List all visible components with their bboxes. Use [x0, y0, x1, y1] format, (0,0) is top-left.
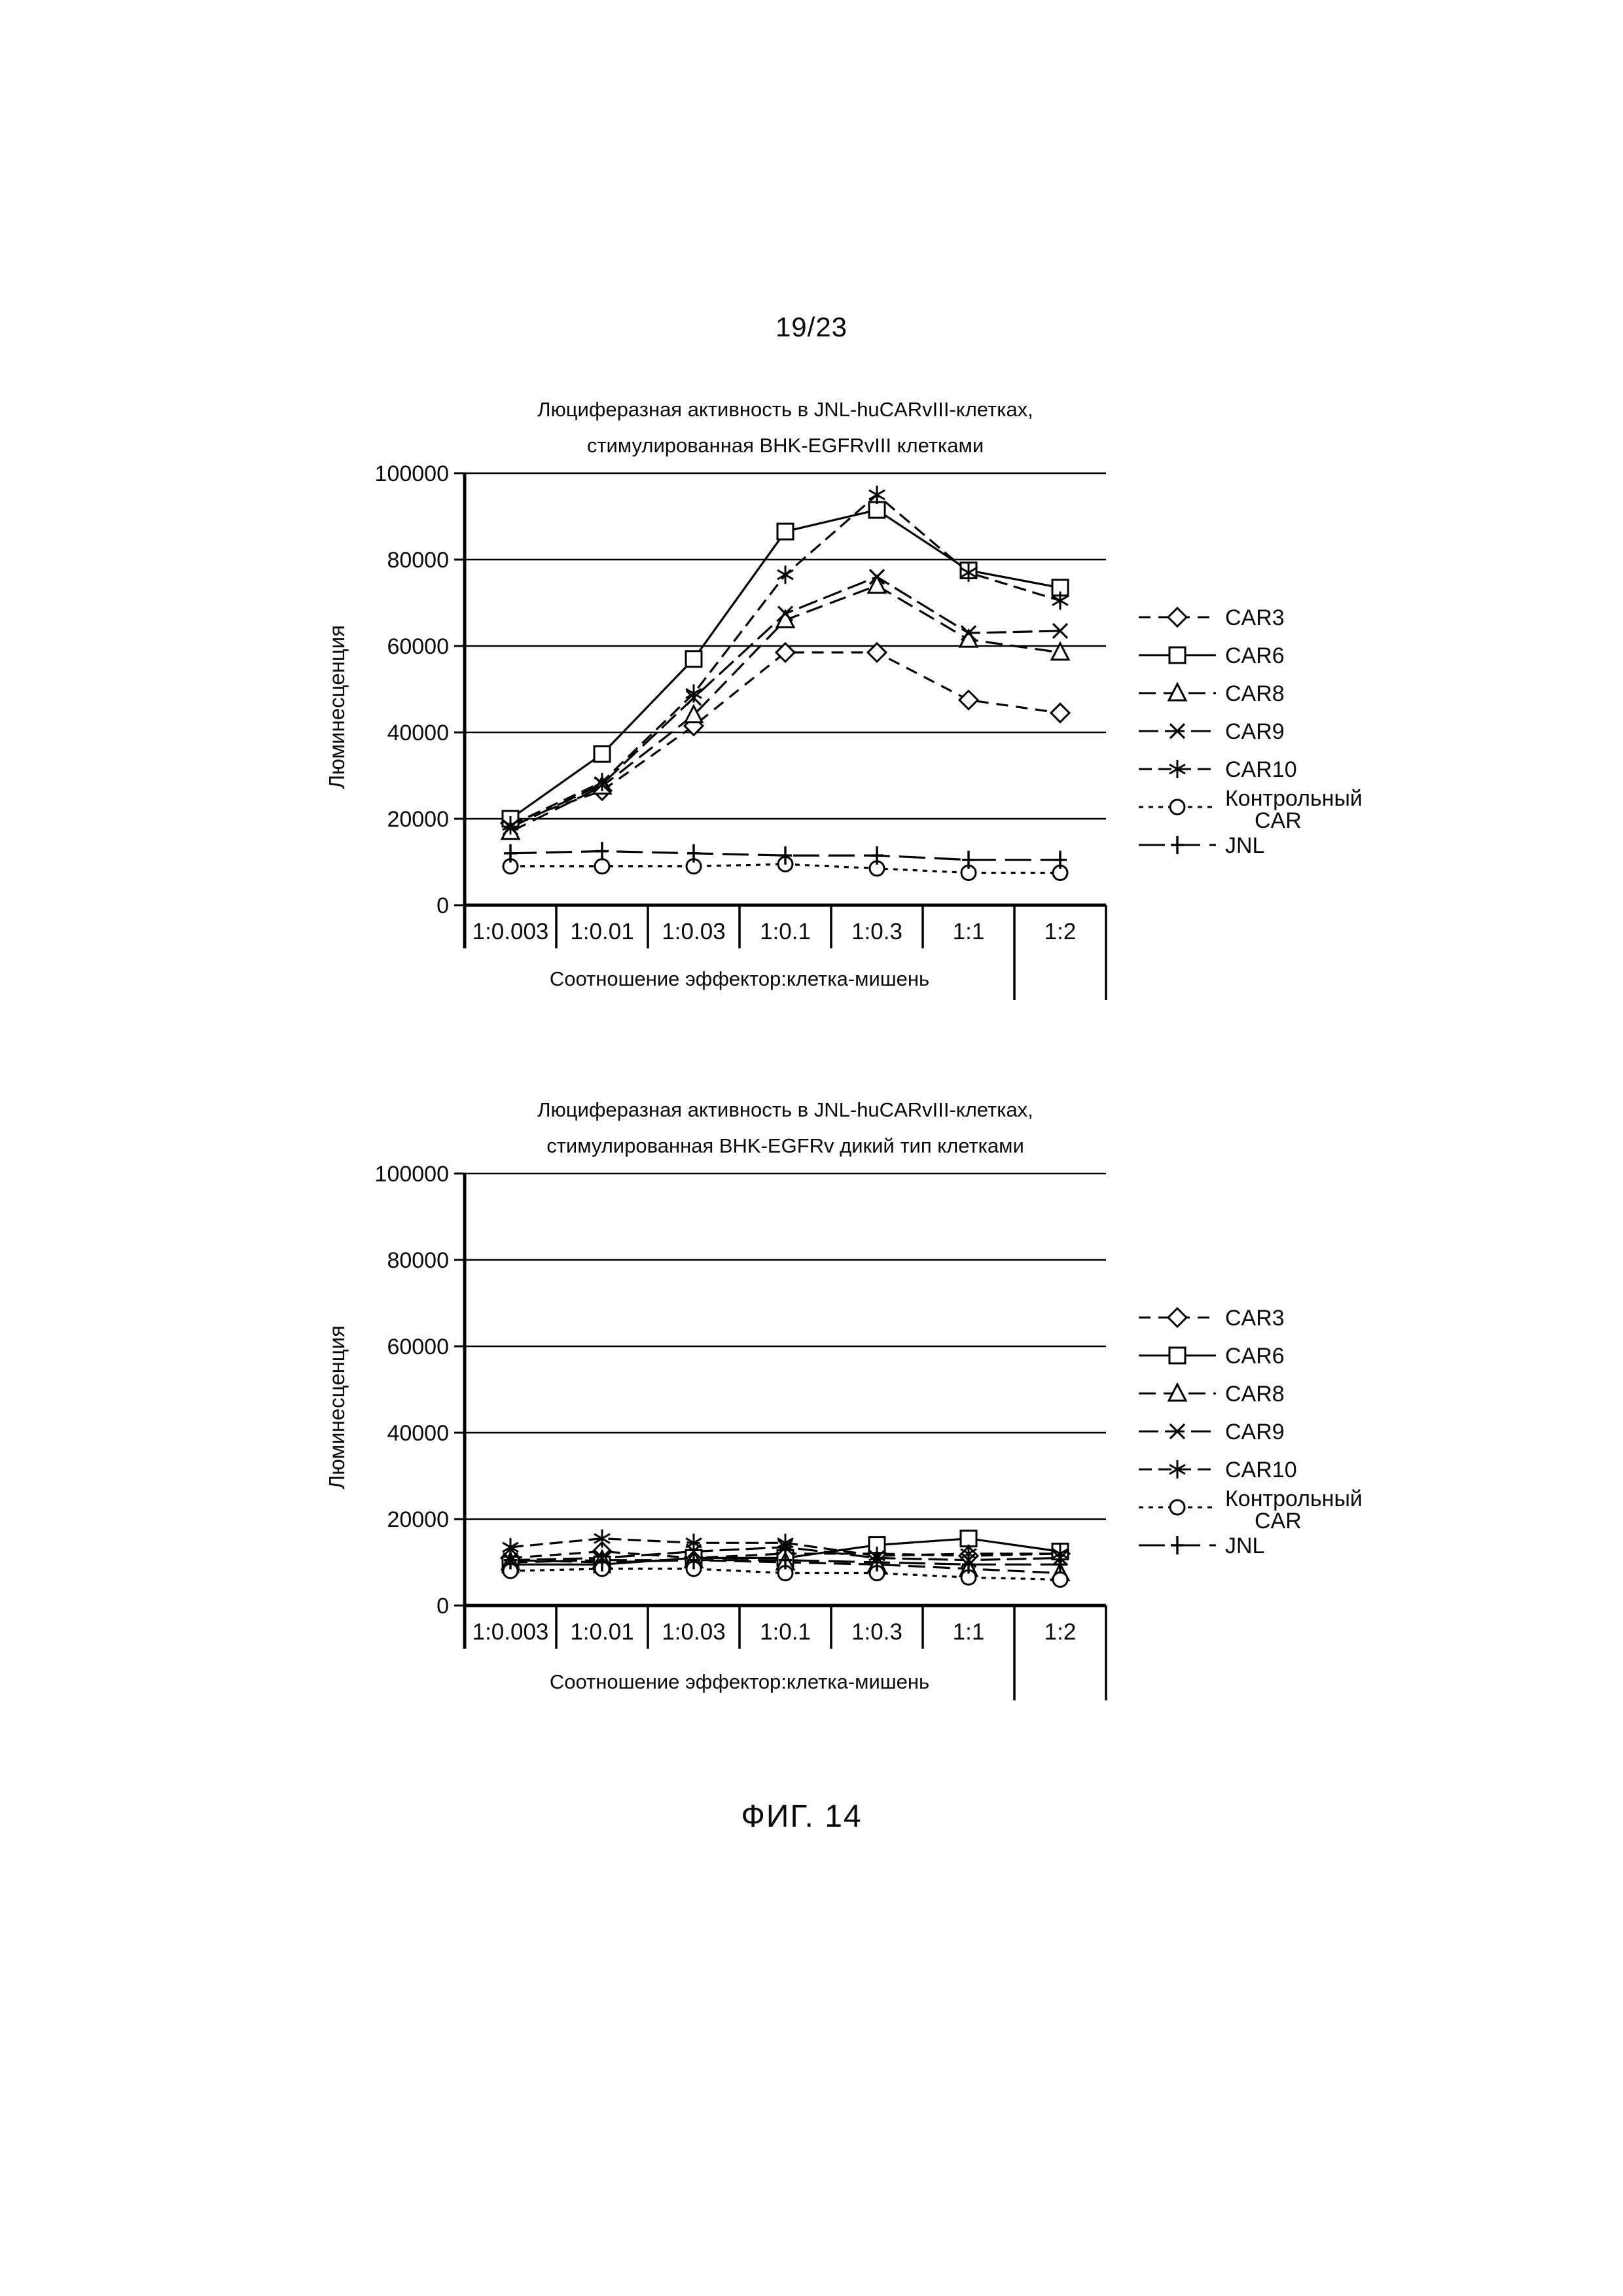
- x-category-label: 1:1: [952, 1619, 985, 1645]
- legend-label: CAR9: [1225, 1420, 1285, 1444]
- chart1-plot: [301, 458, 1414, 1047]
- series-marker-circle: [595, 859, 609, 874]
- chart1-title-line1: Люциферазная активность в JNL-huCARvIII-клетках,: [537, 398, 1033, 421]
- x-category-label: 1:1: [952, 919, 985, 944]
- x-category-label: 1:2: [1044, 919, 1077, 944]
- series-marker-triangle: [868, 577, 885, 593]
- figure-label: ФИГ. 14: [741, 1799, 863, 1834]
- y-tick-label: 0: [437, 893, 449, 918]
- legend-label: CAR3: [1225, 1306, 1285, 1331]
- x-category-label: 1:0.01: [570, 919, 634, 944]
- legend-marker-diamond: [1168, 1308, 1186, 1327]
- series-marker-circle: [1053, 1572, 1067, 1587]
- series-line-CAR6: [510, 510, 1060, 819]
- chart2-x-axis-title: Соотношение эффектор:клетка-мишень: [549, 1670, 930, 1693]
- legend-label: CAR: [1255, 1509, 1302, 1534]
- y-tick-label: 100000: [374, 461, 449, 486]
- series-marker-square: [686, 651, 702, 667]
- chart1-title-line2: стимулированная BHK-EGFRvIII клетками: [586, 434, 984, 457]
- legend-label: CAR: [1255, 808, 1302, 833]
- page-number: 19/23: [775, 312, 848, 342]
- series-marker-square: [594, 746, 610, 762]
- x-category-label: 1:0.003: [472, 1619, 549, 1645]
- y-tick-label: 80000: [387, 548, 449, 573]
- legend-label: Контрольный: [1225, 786, 1363, 811]
- x-category-label: 1:0.1: [760, 1619, 811, 1645]
- legend-label: CAR10: [1225, 757, 1297, 782]
- legend-label: CAR6: [1225, 1344, 1285, 1369]
- y-tick-label: 40000: [387, 1421, 449, 1446]
- x-category-label: 1:2: [1044, 1619, 1077, 1645]
- legend-label: Контрольный: [1225, 1486, 1363, 1511]
- legend-marker-circle: [1170, 1500, 1185, 1515]
- legend-label: CAR6: [1225, 643, 1285, 668]
- legend-label: CAR9: [1225, 719, 1285, 744]
- legend-label: CAR3: [1225, 605, 1285, 630]
- y-tick-label: 0: [437, 1594, 449, 1619]
- y-tick-label: 80000: [387, 1248, 449, 1273]
- y-tick-label: 20000: [387, 1507, 449, 1532]
- series-marker-diamond: [959, 691, 978, 709]
- chart2-title-line2: стимулированная BHK-EGFRv дикий тип клетками: [546, 1134, 1024, 1157]
- chart1-y-axis-title-text: Люминесценция: [325, 624, 349, 789]
- x-category-label: 1:0.3: [851, 1619, 902, 1645]
- series-marker-diamond: [1051, 704, 1069, 722]
- x-category-label: 1:0.3: [851, 919, 902, 944]
- legend-label: CAR8: [1225, 1382, 1285, 1407]
- series-line-CAR3: [510, 653, 1060, 823]
- x-category-label: 1:0.003: [472, 919, 549, 944]
- y-tick-label: 20000: [387, 807, 449, 832]
- legend-label: CAR8: [1225, 681, 1285, 706]
- chart1-x-axis-title: Соотношение эффектор:клетка-мишень: [549, 967, 930, 990]
- x-category-label: 1:0.03: [662, 1619, 726, 1645]
- x-category-label: 1:0.01: [570, 1619, 634, 1645]
- x-category-label: 1:0.03: [662, 919, 726, 944]
- legend-marker-square: [1169, 647, 1185, 663]
- y-tick-label: 100000: [374, 1162, 449, 1187]
- legend-label: JNL: [1225, 833, 1265, 858]
- y-tick-label: 60000: [387, 1335, 449, 1359]
- series-marker-square: [869, 502, 885, 518]
- chart2-title-line1: Люциферазная активность в JNL-huCARvIII-клетках,: [537, 1098, 1033, 1121]
- chart2-y-axis-title-text: Люминесценция: [325, 1325, 349, 1490]
- chart2-plot: [301, 1158, 1414, 1748]
- series-marker-plus: [596, 842, 609, 861]
- legend-marker-plus: [1171, 1536, 1184, 1554]
- y-tick-label: 60000: [387, 634, 449, 659]
- legend-marker-diamond: [1168, 608, 1186, 626]
- x-category-label: 1:0.1: [760, 919, 811, 944]
- series-marker-star: [777, 565, 793, 584]
- y-tick-label: 40000: [387, 721, 449, 745]
- series-marker-square: [777, 524, 793, 539]
- legend-label: CAR10: [1225, 1458, 1297, 1482]
- legend-marker-plus: [1171, 836, 1184, 854]
- series-marker-square: [961, 1531, 976, 1547]
- legend-marker-circle: [1170, 800, 1185, 814]
- legend-label: JNL: [1225, 1534, 1265, 1558]
- legend-marker-square: [1169, 1348, 1185, 1363]
